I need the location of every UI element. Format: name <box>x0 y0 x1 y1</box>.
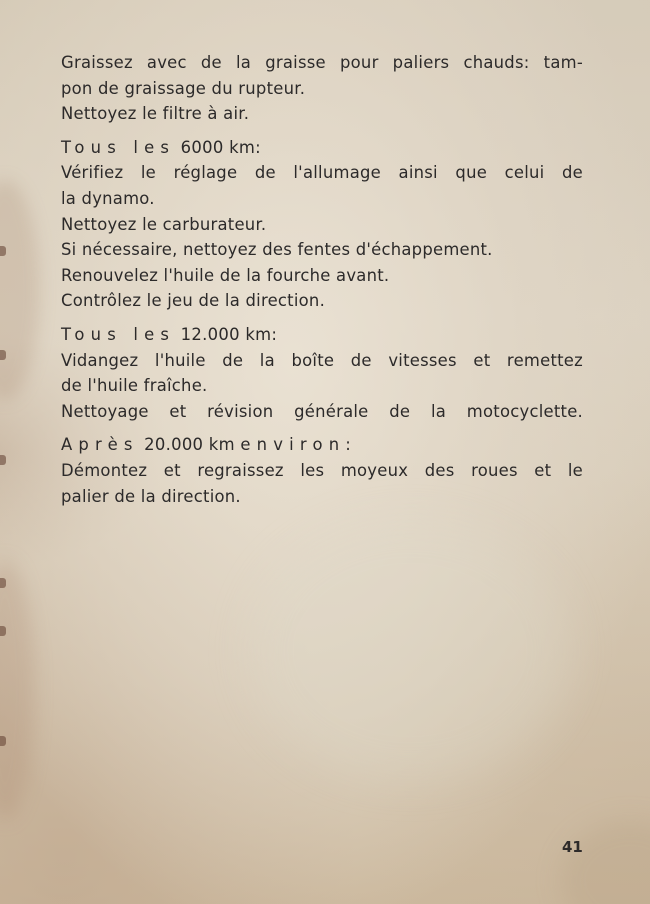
section-heading <box>61 432 583 458</box>
text-line: Vidangez l'huile de la boîte de vitesses et remettez <box>61 350 583 370</box>
text-line: la dynamo. <box>61 188 155 208</box>
section-heading-rest: 20.000 km <box>138 435 241 455</box>
section-heading-spaced: Tous les <box>61 324 176 344</box>
page-number: 41 <box>562 838 583 856</box>
text-line: Nettoyez le filtre à air. <box>61 104 250 124</box>
section-heading-spaced: Tous les <box>61 137 176 157</box>
text-line: Graissez avec de la graisse pour paliers chauds: tam- <box>61 53 583 72</box>
paper-stain <box>560 820 650 904</box>
paper-stain <box>0 560 35 820</box>
paper-stain <box>250 520 570 780</box>
section-heading-rest: 6000 km: <box>175 137 261 157</box>
text-line: palier de la direction. <box>61 486 241 506</box>
body-text <box>61 50 583 509</box>
text-line: de l'huile fraîche. <box>61 376 208 396</box>
binding-mark <box>0 626 6 636</box>
section-heading <box>61 135 583 161</box>
text-line: Nettoyage et révision générale de la motocyclette. <box>61 401 583 421</box>
binding-mark <box>0 736 6 746</box>
section-heading-rest: 12.000 km: <box>175 324 278 344</box>
section-heading-spaced: Après <box>61 435 139 455</box>
text-line: pon de graissage du rupteur. <box>61 78 306 98</box>
text-line: Vérifiez le réglage de l'allumage ainsi que celui de <box>61 163 583 183</box>
text-line: Nettoyez le carburateur. <box>61 214 267 234</box>
binding-mark <box>0 578 6 588</box>
text-line: Contrôlez le jeu de la direction. <box>61 291 326 311</box>
text-line: Si nécessaire, nettoyez des fentes d'échappement. <box>61 240 493 260</box>
section-heading <box>61 322 583 348</box>
text-line: Renouvelez l'huile de la fourche avant. <box>61 265 390 285</box>
binding-mark <box>0 246 6 256</box>
section-heading-spaced: environ: <box>240 435 358 455</box>
text-line: Démontez et regraissez les moyeux des roues et le <box>61 460 583 480</box>
paper-stain <box>0 180 40 400</box>
binding-mark <box>0 455 6 465</box>
binding-mark <box>0 350 6 360</box>
